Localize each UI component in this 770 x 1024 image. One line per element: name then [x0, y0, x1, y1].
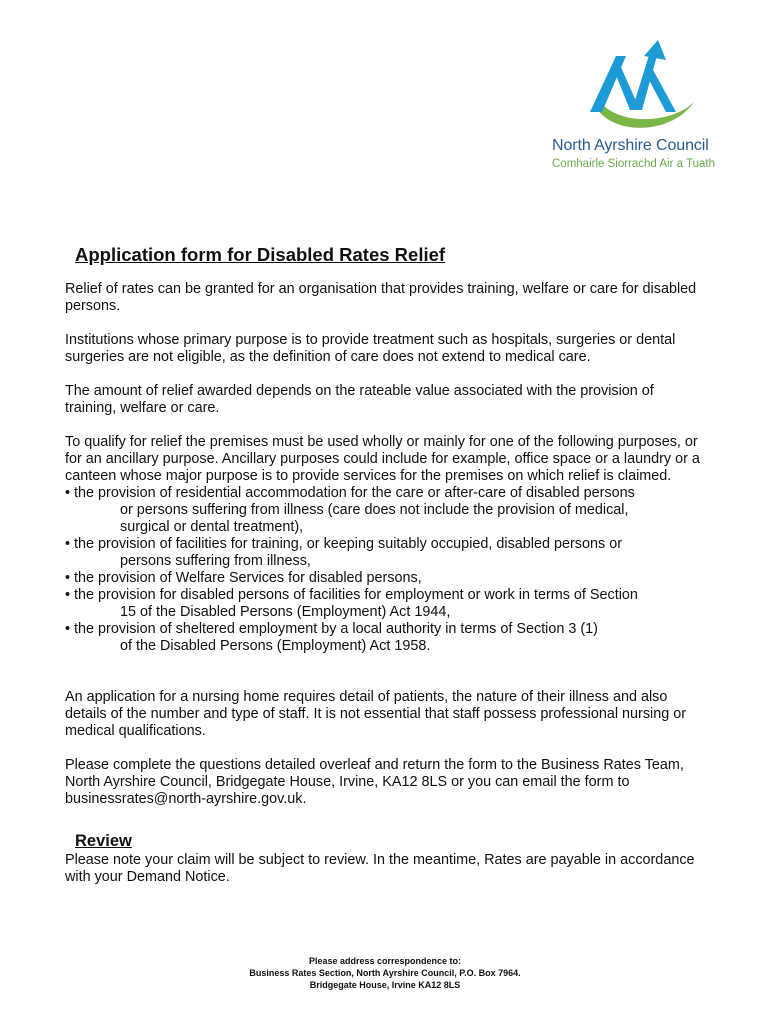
na-arrow-logo-icon	[586, 40, 696, 136]
paragraph: To qualify for relief the premises must be used wholly or mainly for one of the following purposes, or for an ancillary purpose. Ancillary purposes could include for example, office space or a laundry or a canteen whose major purpose is to provide services for the premises on which relief is claimed.	[65, 434, 700, 484]
list-item	[65, 570, 705, 587]
paragraph: An application for a nursing home requires detail of patients, the nature of their illness and also details of the number and type of staff. It is not essential that staff possess professional nursing or medical qualifications.	[65, 689, 687, 739]
list-item-continuation: 15 of the Disabled Persons (Employment) Act 1944,	[120, 604, 451, 620]
qualifying-purposes-list	[65, 485, 705, 655]
council-logo	[552, 40, 732, 175]
list-item-continuation: or persons suffering from illness (care does not include the provision of medical,	[120, 502, 629, 518]
paragraph: Relief of rates can be granted for an organisation that provides training, welfare or care for disabled persons.	[65, 281, 697, 314]
list-item	[65, 536, 705, 570]
list-item-continuation: persons suffering from illness,	[120, 553, 311, 569]
review-heading: Review	[75, 832, 132, 850]
list-item-text: • the provision of residential accommodation for the care or after-care of disabled persons	[65, 485, 635, 501]
org-name: North Ayrshire Council	[552, 137, 709, 154]
list-item-continuation: surgical or dental treatment),	[120, 519, 304, 535]
footer-line: Bridgegate House, Irvine KA12 8LS	[309, 980, 461, 990]
correspondence-footer	[0, 955, 770, 991]
footer-line: Please address correspondence to:	[308, 956, 462, 966]
list-item-text: • the provision for disabled persons of facilities for employment or work in terms of Section	[65, 587, 638, 603]
list-item	[65, 485, 705, 536]
document-body	[65, 281, 705, 808]
list-item	[65, 587, 705, 621]
list-item-continuation: of the Disabled Persons (Employment) Act 1958.	[120, 638, 431, 654]
paragraph: Institutions whose primary purpose is to provide treatment such as hospitals, surgeries or dental surgeries are not eligible, as the definition of care does not extend to medical care.	[65, 332, 676, 365]
review-text: Please note your claim will be subject to review. In the meantime, Rates are payable in accordance with your Demand Notice.	[65, 852, 695, 885]
page-title: Application form for Disabled Rates Relief	[75, 244, 446, 265]
paragraph: Please complete the questions detailed overleaf and return the form to the Business Rates Team, North Ayrshire Council, Bridgegate House, Irvine, KA12 8LS or you can email the form to businessrates@north-ayrshire.gov.uk.	[65, 757, 684, 807]
list-item-text: • the provision of facilities for training, or keeping suitably occupied, disabled persons or	[65, 536, 622, 552]
list-item-text: • the provision of sheltered employment by a local authority in terms of Section 3 (1)	[65, 621, 598, 637]
list-item-text: • the provision of Welfare Services for disabled persons,	[65, 570, 422, 586]
paragraph: The amount of relief awarded depends on the rateable value associated with the provision of training, welfare or care.	[65, 383, 654, 416]
footer-line: Business Rates Section, North Ayrshire Council, P.O. Box 7964.	[249, 968, 521, 978]
org-name-gaelic: Comhairle Siorrachd Air a Tuath	[552, 158, 715, 170]
list-item	[65, 621, 705, 655]
